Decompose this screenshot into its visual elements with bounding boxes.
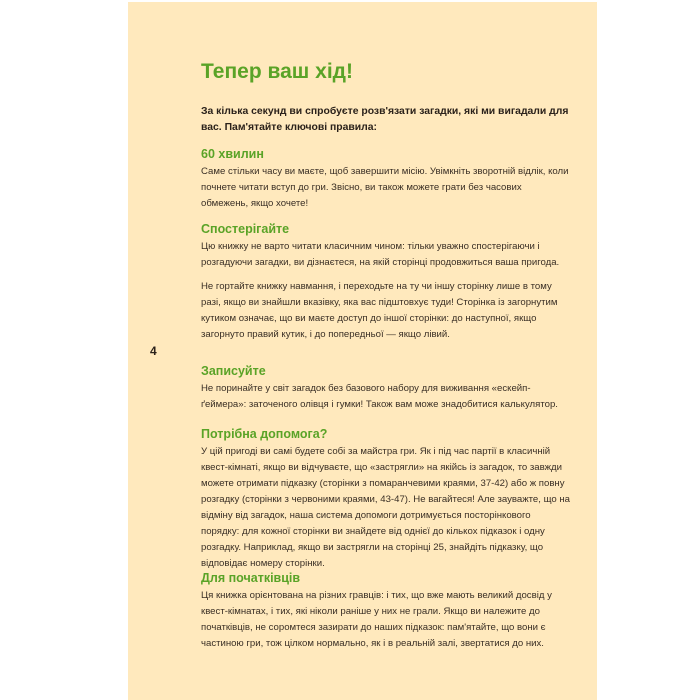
section-heading: Потрібна допомога? — [201, 427, 328, 441]
page-title: Тепер ваш хід! — [201, 60, 353, 83]
section-heading: Для початківців — [201, 571, 301, 585]
section-heading: 60 хвилин — [201, 147, 264, 161]
section-beginners — [201, 571, 571, 660]
section-paragraph: Не гортайте книжку навмання, і переходьте на ту чи іншу сторінку лише в тому разі, якщо ви знайшли вказівку, яка вас підштовхує туди! Сторінка із загорнутим кутиком означає, що ви маєте доступ до іншої сторінки: до наступної, якщо загорнуто правий кутик, і до попередньої — якщо лівий. — [201, 281, 558, 340]
section-60-minutes — [201, 147, 571, 220]
section-paragraph: Ця книжка орієнтована на різних гравців: і тих, що вже мають великий досвід у квест-кімнатах, і тих, які ніколи раніше у них не грали. Якщо ви належите до початківців, не соромтеся зазирати до наших підказок: пам'ятайте, що вони є частиною гри, тож цілком нормально, як і в реальній залі, звертатися до них. — [201, 590, 552, 649]
section-paragraph: Цю книжку не варто читати класичним чином: тільки уважно спостерігаючи і розгадуючи загадки, ви дізнаєтеся, на якій сторінці продовжиться ваша пригода. — [201, 241, 560, 268]
section-heading: Спостерігайте — [201, 222, 290, 236]
section-write-down — [201, 364, 571, 421]
section-paragraph: У цій пригоді ви самі будете собі за майстра гри. Як і під час партії в класичній квест-кімнаті, якщо ви відчуваєте, що «застрягли» на якійсь із загадок, то завжди можете отримати підказку (сторінки з помаранчевими краями, 37-42) або ж повну розгадку (сторінки з червоними краями, 43-47). Не вагайтеся! Але зауважте, що на відміну від загадок, наша система допомоги дотримується посторінкового порядку: для кожної сторінки ви знайдете від однієї до кількох підказок і одну розгадку. Наприклад, якщо ви застрягли на сторінці 25, знайдіть підказку, що відповідає номеру сторінки. — [201, 446, 571, 569]
section-paragraph: Не поринайте у світ загадок без базового набору для виживання «ескейп-ґеймера»: заточеного олівця і гумки! Також вам може знадобитися калькулятор. — [201, 383, 558, 410]
section-paragraph: Саме стільки часу ви маєте, щоб завершити місію. Увімкніть зворотній відлік, коли почнете читати вступ до гри. Звісно, ви також можете грати без часових обмежень, якщо хочете! — [201, 166, 569, 209]
section-need-help — [201, 427, 571, 580]
page-number: 4 — [150, 344, 157, 358]
intro-text: За кілька секунд ви спробуєте розв'язати загадки, які ми вигадали для вас. Пам'ятайте ключові правила: — [201, 106, 569, 133]
section-heading: Записуйте — [201, 364, 266, 378]
book-page — [128, 2, 597, 700]
section-observe — [201, 222, 571, 351]
